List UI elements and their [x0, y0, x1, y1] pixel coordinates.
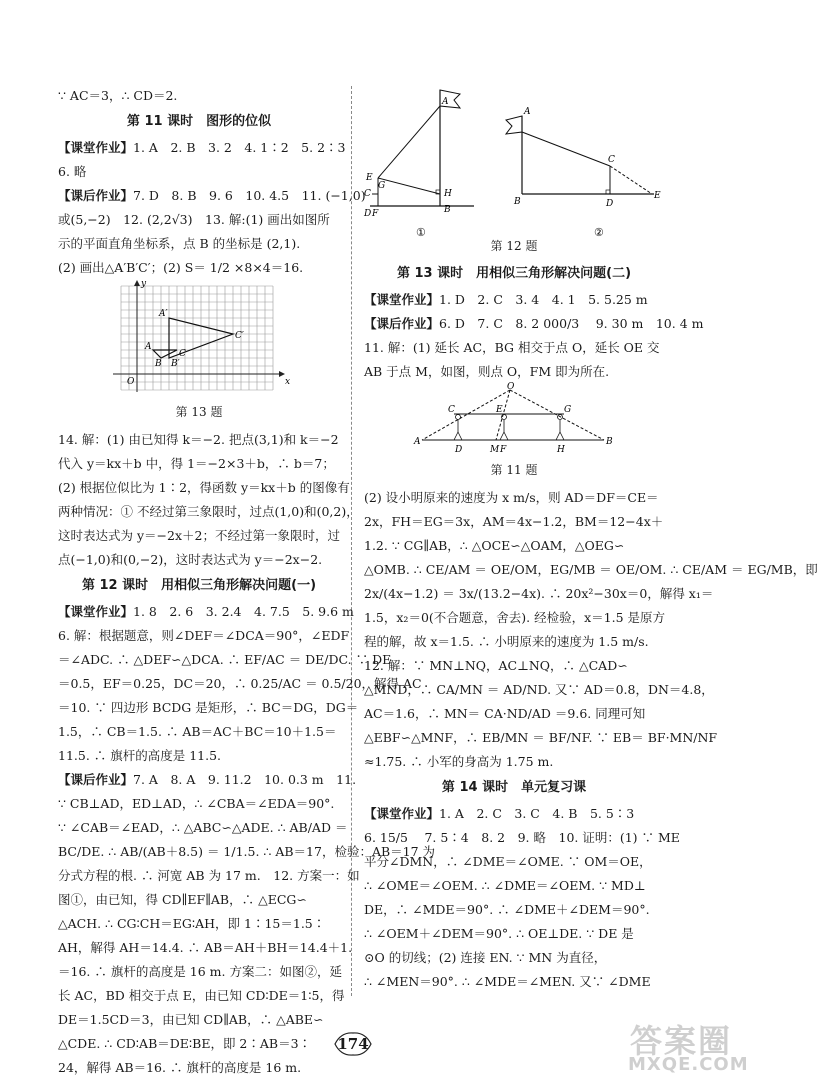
page-number-text: 174: [337, 1035, 369, 1053]
p14-line: 两种情况：① 不经过第三象限时，过点(1,0)和(0,2)，: [58, 504, 359, 519]
p11b-line: ≈1.75. ∴ 小军的身高为 1.75 m.: [364, 754, 554, 769]
fig11-b: B: [606, 437, 613, 447]
fig11-caption: 第 11 题: [490, 463, 538, 477]
p11-line: ∵ ∠CAB＝∠EAD，∴ △ABC∽△ADE. ∴ AB/AD ＝: [58, 820, 348, 835]
lesson12-class-answers: [58, 600, 354, 624]
p11-line: AH，解得 AH＝14.4. ∴ AB＝AH＋BH＝14.4＋1.: [58, 940, 353, 955]
p11a-line: AB 于点 M，如图，则点 O，FM 即为所在.: [364, 364, 610, 379]
fig13-c: C: [179, 349, 186, 359]
p11-line: ＝16. ∴ 旗杆的高度是 16 m. 方案二：如图②，延: [58, 964, 342, 979]
fig13-caption: 第 13 题: [175, 405, 223, 419]
fig12-caption: 第 12 题: [490, 239, 538, 253]
lesson14-title: 第 14 课时 单元复习课: [441, 780, 587, 795]
p14r-line: ⊙O 的切线；(2) 连接 EN. ∵ MN 为直径，: [364, 950, 607, 965]
p11b-line: 程的解，故 x＝1.5. ∴ 小明原来的速度为 1.5 m/s.: [364, 634, 649, 649]
class-tag: 【课堂作业】: [58, 604, 134, 619]
p11b-line: AC＝1.6，∴ MN＝ CA·ND/AD ＝9.6. 同理可知: [364, 706, 646, 721]
fig12-1-a: A: [442, 97, 449, 107]
fig12-2-d: D: [606, 199, 614, 209]
answers: 1. D 2. C 3. 4 4. 1 5. 5.25 m: [439, 292, 648, 307]
p11b-line: 2x/(4x−1.2) ＝ 3x/(13.2−4x). ∴ 20x²−30x＝0，解得 x₁＝: [364, 586, 714, 601]
p11-line: 分式方程的根. ∴ 河宽 AB 为 17 m. 12. 方案一：如: [58, 868, 360, 883]
fig12-1-h: H: [444, 189, 452, 199]
p11b-line: 12. 解：∵ MN⊥NQ，AC⊥NQ，∴ △CAD∽: [364, 658, 628, 673]
top-line: ∵ AC＝3，∴ CD＝2.: [58, 88, 178, 103]
lesson11-class-answers: [58, 136, 346, 160]
lesson11-title: 第 11 课时 图形的位似: [126, 114, 272, 129]
page-number: [331, 1030, 375, 1058]
p6-line: ＝0.5，EF＝0.25，DC＝20，∴ 0.25/AC ＝ 0.5/20，解得 AC: [58, 676, 422, 691]
answers: 1. A 2. C 3. C 4. B 5. 5∶3: [439, 806, 635, 821]
p11b-line: 1.5，x₂＝0(不合题意，舍去). 经检验，x＝1.5 是原方: [364, 610, 665, 625]
fig11-f: F: [500, 445, 507, 455]
p14r-line: ∴ ∠OME＝∠OEM. ∴ ∠DME＝∠OEM. ∵ MD⊥: [364, 878, 646, 893]
answers: 1. A 2. B 3. 2 4. 1∶2 5. 2∶3: [133, 140, 346, 155]
p6-line: ＝∠ADC. ∴ △DEF∽△DCA. ∴ EF/AC ＝ DE/DC. ∵ DE: [58, 652, 392, 667]
fig13-x: x: [285, 377, 291, 387]
p6-line: 11.5. ∴ 旗杆的高度是 11.5.: [58, 748, 222, 763]
p14r-line: 6. 15/5 7. 5∶4 8. 2 9. 略 10. 证明：(1) ∵ ME: [364, 830, 680, 845]
fig12-2-b: B: [514, 197, 521, 207]
p6-line: 1.5，∴ CB＝1.5. ∴ AB＝AC＋BC＝10＋1.5＝: [58, 724, 337, 739]
line-or: 或(5,−2) 12. (2,2√3) 13. 解:(1) 画出如图所: [58, 212, 330, 227]
fig11-e: E: [496, 405, 503, 415]
fig12-1-e: E: [366, 173, 373, 183]
fig13-o: O: [127, 377, 135, 387]
p14r-line: ∴ ∠OEM＋∠DEM＝90°. ∴ OE⊥DE. ∵ DE 是: [364, 926, 634, 941]
fig11-o: O: [507, 382, 515, 392]
lesson13-title: 第 13 课时 用相似三角形解决问题(二): [396, 266, 632, 281]
lesson14-class-answers: [364, 802, 664, 826]
p11-line: ∵ CB⊥AD，ED⊥AD，∴ ∠CBA＝∠EDA＝90°.: [58, 796, 335, 811]
p6-line: ＝10. ∵ 四边形 BCDG 是矩形，∴ BC＝DG，DG＝: [58, 700, 359, 715]
after-tag: 【课后作业】: [58, 188, 134, 203]
figure-13-grid: [99, 280, 299, 398]
after-tag: 【课后作业】: [58, 772, 134, 787]
answers: 7. D 8. B 9. 6 10. 4.5 11. (−1,0): [133, 188, 366, 203]
watermark-line2: MXQE.COM: [628, 1054, 749, 1075]
fig12-1-c: C: [364, 189, 371, 199]
fig12-1-d: D: [364, 209, 372, 219]
fig12-2-e: E: [654, 191, 661, 201]
lesson13-class-answers: [364, 288, 664, 312]
p11-line: 24，解得 AB＝16. ∴ 旗杆的高度是 16 m.: [58, 1060, 302, 1075]
fig12-label-1: ①: [416, 226, 426, 239]
column-divider: [351, 86, 352, 996]
fig11-g: G: [564, 405, 572, 415]
lesson13-after-answers: [364, 312, 704, 336]
p11b-line: (2) 设小明原来的速度为 x m/s，则 AD＝DF＝CE＝: [364, 490, 659, 505]
fig13-a2: A′: [159, 309, 168, 319]
fig12-label-2: ②: [594, 226, 604, 239]
p11a-line: 11. 解：(1) 延长 AC，BG 相交于点 O，延长 OE 交: [364, 340, 660, 355]
p14-line: 点(−1,0)和(0,−2)，这时表达式为 y＝−2x−2.: [58, 552, 323, 567]
p11-line: 图①，由已知，得 CD∥EF∥AB，∴ △ECG∽: [58, 892, 307, 907]
fig11-d: D: [455, 445, 463, 455]
p11-line: △ACH. ∴ CG∶CH＝EG∶AH，即 1∶15＝1.5∶: [58, 916, 326, 931]
line-axis: 示的平面直角坐标系，点 B 的坐标是 (2,1).: [58, 236, 301, 251]
p11-line: △CDE. ∴ CD∶AB＝DE∶BE，即 2∶AB＝3∶: [58, 1036, 312, 1051]
p11-line: BC/DE. ∴ AB/(AB＋8.5) ＝ 1/1.5. ∴ AB＝17，检验：AB＝17 为: [58, 844, 436, 859]
fig11-a: A: [414, 437, 421, 447]
p11b-line: 2x，FH＝EG＝3x，AM＝4x−1.2，BM＝12−4x＋: [364, 514, 664, 529]
lesson12-title: 第 12 课时 用相似三角形解决问题(一): [81, 578, 317, 593]
class-tag: 【课堂作业】: [364, 806, 440, 821]
p14-line: 14. 解：(1) 由已知得 k＝−2. 把点(3,1)和 k＝−2: [58, 432, 339, 447]
fig11-c: C: [448, 405, 455, 415]
fig12-1-f: F: [372, 209, 379, 219]
after-tag: 【课后作业】: [364, 316, 440, 331]
fig12-1-g: G: [378, 181, 386, 191]
p11b-line: 1.2. ∵ CG∥AB，∴ △OCE∽△OAM，△OEG∽: [364, 538, 625, 553]
lesson12-after-answers: [58, 768, 357, 792]
fig12-2-a: A: [524, 107, 531, 117]
fig11-m: M: [490, 445, 500, 455]
fig11-h: H: [557, 445, 565, 455]
fig12-2-c: C: [608, 155, 615, 165]
watermark-line1: 答案圈: [630, 1022, 733, 1060]
fig13-a: A: [145, 342, 152, 352]
p14-line: 这时表达式为 y＝−2x＋2；不经过第一象限时，过: [58, 528, 340, 543]
p14r-line: 平分∠DMN，∴ ∠DME＝∠OME. ∵ OM＝OE，: [364, 854, 652, 869]
class-tag: 【课堂作业】: [58, 140, 134, 155]
answers: 7. A 8. A 9. 11.2 10. 0.3 m 11.: [133, 772, 357, 787]
lesson11-after-answers: [58, 184, 366, 208]
p11b-line: △OMB. ∴ CE/AM ＝ OE/OM，EG/MB ＝ OE/OM. ∴ CE/AM ＝ EG/MB，即: [364, 562, 818, 577]
fig12-1-b: B: [444, 205, 451, 215]
p11b-line: △MND，∴ CA/MN ＝ AD/ND. 又∵ AD＝0.8，DN＝4.8，: [364, 682, 714, 697]
p14-line: 代入 y＝kx＋b 中，得 1＝−2×3＋b，∴ b＝7；: [58, 456, 335, 471]
p14-line: (2) 根据位似比为 1∶2，得函数 y＝kx＋b 的图像有: [58, 480, 350, 495]
answers: 6. D 7. C 8. 2 000/3 9. 30 m 10. 4 m: [439, 316, 704, 331]
fig13-b: B: [155, 359, 162, 369]
p6-line: 6. 解：根据题意，则∠DEF＝∠DCA＝90°，∠EDF: [58, 628, 350, 643]
p11b-line: △EBF∽△MNF，∴ EB/MN ＝ BF/NF. ∵ EB＝ BF·MN/NF: [364, 730, 718, 745]
p14r-line: ∴ ∠MEN＝90°. ∴ ∠MDE＝∠MEN. 又∵ ∠DME: [364, 974, 651, 989]
class-tag: 【课堂作业】: [364, 292, 440, 307]
fig13-b2: B′: [171, 359, 180, 369]
watermark: [608, 1014, 748, 1076]
line-6: 6. 略: [58, 164, 87, 179]
right-column: [364, 82, 818, 994]
p11-line: 长 AC，BD 相交于点 E，由已知 CD∶DE＝1∶5，得: [58, 988, 345, 1003]
figure-12: [364, 82, 664, 238]
line-area: (2) 画出△A′B′C′；(2) S＝ 1/2 ×8×4＝16.: [58, 260, 304, 275]
p11-line: DE＝1.5CD＝3，由已知 CD∥AB，∴ △ABE∽: [58, 1012, 324, 1027]
answers: 1. 8 2. 6 3. 2.4 4. 7.5 5. 9.6 m: [133, 604, 354, 619]
p14r-line: DE，∴ ∠MDE＝90°. ∴ ∠DME＋∠DEM＝90°.: [364, 902, 650, 917]
fig13-c2: C′: [235, 331, 244, 341]
figure-11: [414, 384, 614, 456]
fig13-y: y: [141, 279, 147, 289]
